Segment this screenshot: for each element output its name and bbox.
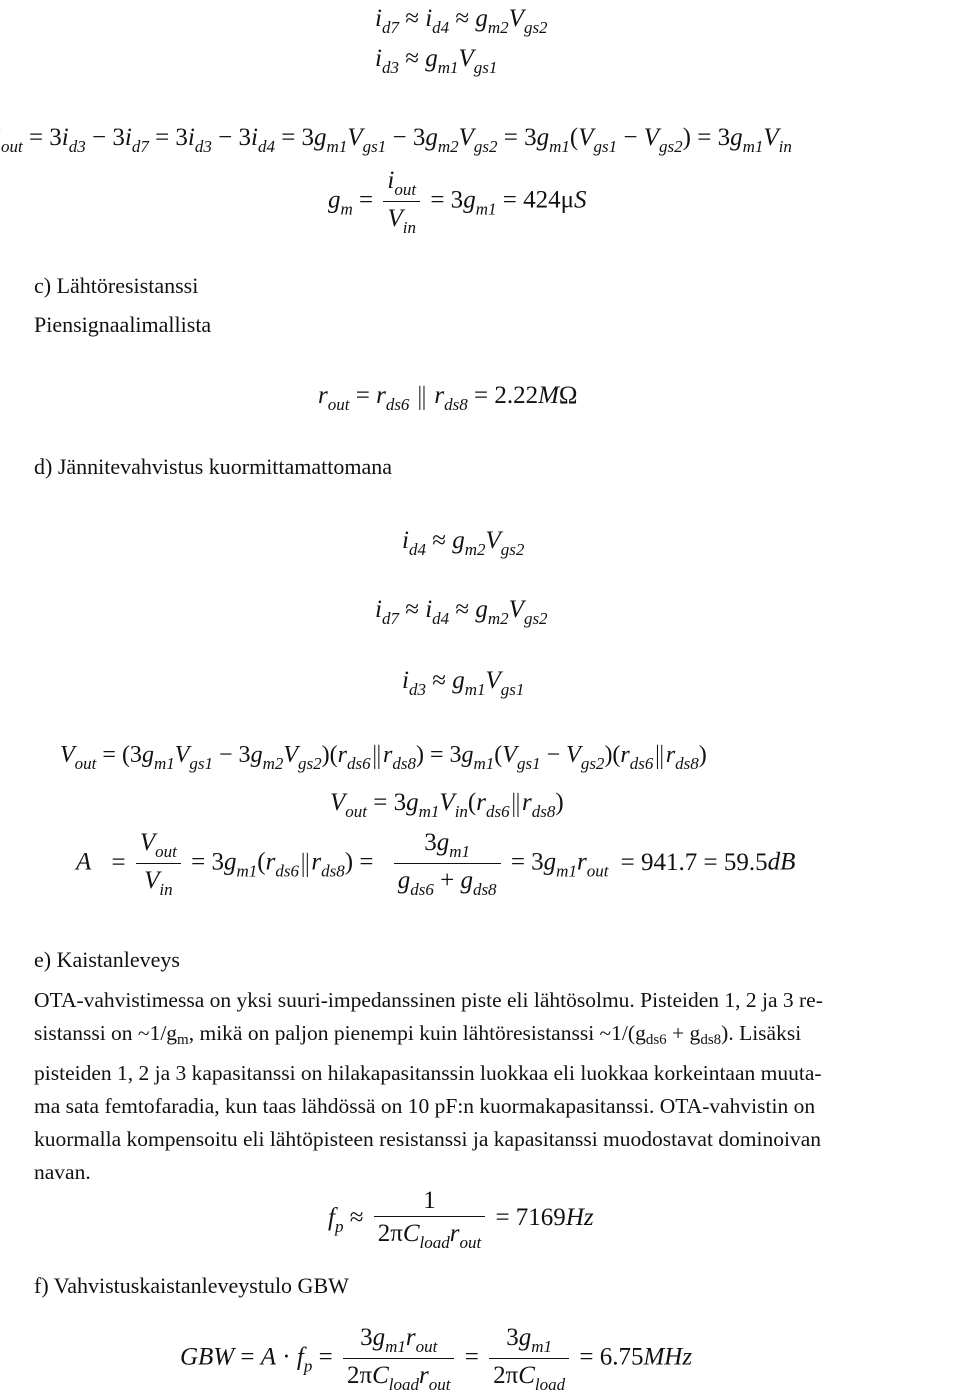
- equation-id7-b: $i_{d7} \approx i_{d4} \approx g_{m2}V_{gs2}$: [375, 596, 548, 628]
- paragraph-line-2: sistanssi on ~1/gm, mikä on paljon pienempi kuin lähtöresistanssi ~1/(gds6 + gds8). Lisäksi: [34, 1021, 802, 1048]
- section-d-title: d) Jännitevahvistus kuormittamattomana: [34, 454, 393, 479]
- equation-id7: $i_{d7} \approx i_{d4} \approx g_{m2}V_{gs2}$: [375, 5, 548, 37]
- section-c-subtitle: Piensignaalimallista: [34, 312, 212, 337]
- equation-iout: $_{out} = 3i_{d3} - 3i_{d7} = 3i_{d3} - 3i_{d4} = 3g_{m1}V_{gs1} - 3g_{m2}V_{gs2} = 3g_{m1}(V_{gs1} - V_{gs2}) = 3g_{m1}V_{in}$: [0, 124, 792, 156]
- equation-vout-short: $V_{out} = 3g_{m1}V_{in}(r_{ds6}||r_{ds8})$: [330, 787, 564, 821]
- fraction-gm-over-gds: $\frac{3g_{m1}}{g_{ds6} + g_{ds8}}$: [394, 830, 501, 898]
- equation-gbw: GBW = $A \cdot f_p$ = $\frac{3g_{m1}r_{out}}{2\pi C_{load}r_{out}}$ = $\frac{3g_{m1}}{2\pi C_{load}}$ = 6.75MHz: [180, 1324, 693, 1394]
- paragraph-line-3: pisteiden 1, 2 ja 3 kapasitanssi on hilakapasitanssin luokkaa eli luokkaa korkeintaan muuta-: [34, 1061, 822, 1085]
- equation-id3: $i_{d3} \approx g_{m1}V_{gs1}$: [375, 45, 498, 77]
- fraction-iout-vin: $\frac{i_{out}}{V_{in}}$: [383, 168, 420, 236]
- equation-gain: A = $\frac{V_{out}}{V_{in}}$ = $3g_{m1}(r_{ds6}||r_{ds8})$ = $\frac{3g_{m1}}{g_{ds6} + g_{ds8}}$ = $3g_{m1}r_{out} = 941.7 = 59.5dB$: [76, 829, 796, 899]
- section-f-title: f) Vahvistuskaistanleveystulo GBW: [34, 1273, 349, 1298]
- equation-id3-b: $i_{d3} \approx g_{m1}V_{gs1}$: [402, 667, 525, 699]
- fraction-gbw-2: $\frac{3g_{m1}}{2\pi C_{load}}$: [489, 1325, 569, 1393]
- paragraph-line-1: OTA-vahvistimessa on yksi suuri-impedanssinen piste eli lähtösolmu. Pisteiden 1, 2 ja 3 re-: [34, 988, 823, 1012]
- equation-rout: $r_{out} = r_{ds6}$ || $r_{ds8} = 2.22M\Omega$: [318, 380, 578, 414]
- equation-gm: $g_m$ = $\frac{i_{out}}{V_{in}}$ = $3g_{m1} = 424\mu S$: [328, 167, 587, 237]
- paragraph-line-4: ma sata femtofaradia, kun taas lähdössä on 10 pF:n kuormakapasitanssi. OTA-vahvistin on: [34, 1094, 816, 1118]
- section-e-paragraph: [34, 984, 952, 1189]
- section-e-title: e) Kaistanleveys: [34, 947, 180, 972]
- fraction-gbw-1: $\frac{3g_{m1}r_{out}}{2\pi C_{load}r_{out}}$: [343, 1325, 455, 1393]
- equation-fp: $f_p$ ≈ $\frac{1}{2\pi C_{load}r_{out}}$ = 7169Hz: [328, 1187, 594, 1252]
- equation-vout-full: $V_{out} = (3g_{m1}V_{gs1} - 3g_{m2}V_{gs2})(r_{ds6}||r_{ds8}) = 3g_{m1}(V_{gs1} - V_{gs2})(r_{ds6}||r_{ds8})$: [60, 739, 707, 773]
- section-c-title: c) Lähtöresistanssi: [34, 273, 199, 298]
- paragraph-line-6: navan.: [34, 1160, 91, 1184]
- equation-id4: $i_{d4} \approx g_{m2}V_{gs2}$: [402, 527, 525, 559]
- fraction-fp: $\frac{1}{2\pi C_{load}r_{out}}$: [374, 1188, 486, 1251]
- fraction-vout-vin: $\frac{V_{out}}{V_{in}}$: [136, 830, 181, 898]
- paragraph-line-5: kuormalla kompensoitu eli lähtöpisteen resistanssi ja kapasitanssi muodostavat dominoivan: [34, 1127, 822, 1151]
